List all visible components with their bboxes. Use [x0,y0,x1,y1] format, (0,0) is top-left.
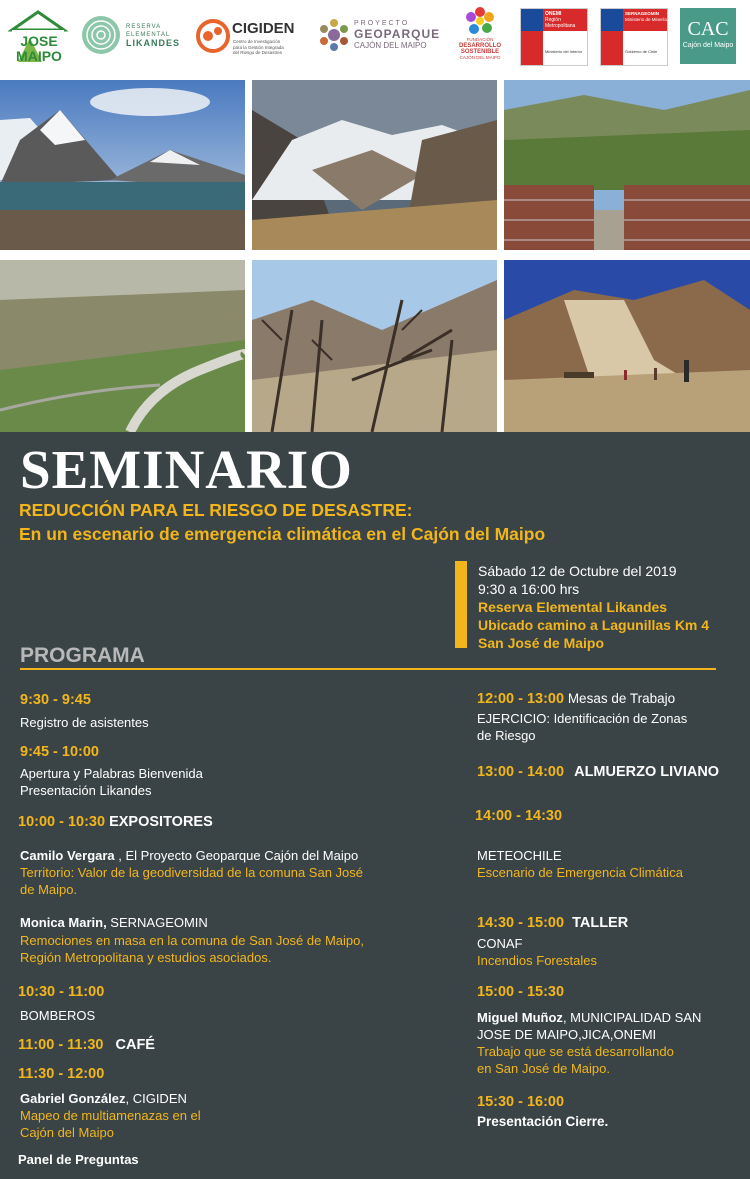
logo-san-jose-de-maipo [8,8,68,66]
speaker-1-org: , El Proyecto Geoparque Cajón del Maipo [114,848,359,863]
left-session-2-desc-1: Apertura y Palabras Bienvenida [20,766,203,781]
flower-icon [465,6,495,36]
right-session-4-topic: Incendios Forestales [477,953,597,968]
right-session-4-label: TALLER [572,915,629,931]
logo-sernageomin [600,8,668,66]
logo-line: Ministerio de Minería [625,17,667,22]
right-session-4-time: 14:30 - 15:00 [477,915,565,931]
seminar-title: SEMINARIO [20,439,353,500]
right-session-6-desc: Presentación Cierre. [477,1114,609,1129]
left-session-4-desc: BOMBEROS [20,1008,96,1023]
right-session-2-label: ALMUERZO LIVIANO [574,764,720,780]
event-city: San José de Maipo [478,635,605,651]
speaker-3-line [20,1090,187,1107]
left-session-5 [18,1037,155,1053]
speaker-1-name: Camilo Vergara [20,848,115,863]
subtitle-line-2: En un escenario de emergencia climática en el Cajón del Maipo [19,524,546,544]
left-session-1-desc: Registro de asistentes [20,715,149,730]
photo-hikers-landslide [504,260,750,432]
speaker-4-topic-2: en San José de Maipo. [477,1061,610,1076]
logo-line: del Riesgo de Desastres [233,50,283,55]
right-session-3-time: 14:00 - 14:30 [475,808,563,824]
logo-title: CIGIDEN [232,20,295,37]
event-date: Sábado 12 de Octubre del 2019 [478,563,677,579]
logo-line: Centro de Investigación [233,39,281,44]
logo-cac [680,8,736,64]
cigiden-symbol-icon [196,18,230,54]
right-session-3-topic: Escenario de Emergencia Climática [477,865,683,880]
logo-line: Región Metropolitana [545,17,576,29]
left-session-4-time: 10:30 - 11:00 [18,984,105,1000]
logo-line: ELEMENTAL [126,32,171,38]
speaker-3-topic-2: Cajón del Maipo [20,1125,114,1140]
photo-snowy-valley [252,80,497,250]
right-session-1-desc-2: de Riesgo [477,728,536,743]
speaker-3-name: Gabriel González [20,1091,126,1106]
right-session-4-org: CONAF [477,936,523,951]
left-session-5-label: CAFÉ [115,1037,155,1053]
logo-line: Cajón del Maipo [682,42,734,49]
logo-line: CAC [687,18,729,40]
speaker-4-line [477,1009,701,1026]
logo-line: CAJÓN DEL MAIPO [459,55,501,60]
left-session-5-time: 11:00 - 11:30 [18,1037,104,1053]
speaker-4-topic-1: Trabajo que se está desarrollando [477,1044,674,1059]
speaker-1-topic-2: de Maipo. [20,882,78,897]
left-session-2-desc-2: Presentación Likandes [20,783,152,798]
logo-line: Ministerio del Interior [545,49,583,54]
logo-line: DESARROLLO [459,43,501,49]
logo-cigiden [196,18,306,64]
photo-gabion-walls [504,80,750,250]
right-session-5-time: 15:00 - 15:30 [477,984,565,1000]
left-session-3-time: 10:00 - 10:30 [18,814,106,830]
logo-line: ONEMI [545,11,562,17]
logo-onemi [520,8,588,66]
logo-geoparque [318,18,443,58]
fingerprint-icon [80,14,122,56]
programa-divider [20,668,716,670]
speaker-4-org-2: JOSE DE MAIPO,JICA,ONEMI [477,1027,657,1042]
right-session-6-time: 15:30 - 16:00 [477,1094,565,1110]
right-session-2 [477,764,719,780]
right-session-1-time: 12:00 - 13:00 [477,691,565,707]
event-place: Reserva Elemental Likandes [478,599,668,615]
speaker-2-org: SERNAGEOMIN [106,915,208,930]
event-address: Ubicado camino a Lagunillas Km 4 [478,617,710,633]
logo-likandes [80,14,190,64]
speaker-1-topic-1: Territorio: Valor de la geodiversidad de la comuna San José [20,865,364,880]
logo-bar [0,0,750,80]
logo-line: FUNDACIÓN [466,37,494,42]
speaker-1-line [20,847,358,864]
left-session-1-time: 9:30 - 9:45 [20,692,91,708]
programa-heading: PROGRAMA [20,644,145,667]
right-session-3-org: METEOCHILE [477,848,562,863]
logo-line: GEOPARQUE [354,27,441,41]
subtitle-line-1: REDUCCIÓN PARA EL RIESGO DE DESASTRE: [19,500,413,520]
photo-grid [0,80,750,432]
logo-line: Gobierno de Chile [625,49,658,54]
right-session-1 [477,691,675,707]
photo-lake-mountains [0,80,245,250]
right-session-4 [477,915,628,931]
photo-burned-forest [252,260,497,432]
right-session-1-desc-1: EJERCICIO: Identificación de Zonas [477,711,688,726]
speaker-3-org: , CIGIDEN [125,1091,187,1106]
info-accent-bar [455,561,467,648]
logo-line: CAJÓN DEL MAIPO [354,41,427,50]
speaker-4-name: Miguel Muñoz [477,1010,563,1025]
speaker-2-name: Monica Marin, [20,915,107,930]
logo-line: SERNAGEOMIN [625,11,660,16]
event-time: 9:30 a 16:00 hrs [478,581,580,597]
logo-line: SOSTENIBLE [460,49,500,55]
photo-aerial-valley [0,260,245,432]
logo-text: JOSE MAIPO [16,33,62,64]
speaker-2-line [20,914,208,931]
speaker-4-org-1: , MUNICIPALIDAD SAN [562,1010,702,1025]
logo-line: RESERVA [126,24,162,30]
left-session-3 [18,814,213,830]
left-session-6-time: 11:30 - 12:00 [18,1066,105,1082]
right-session-1-label: Mesas de Trabajo [564,691,676,706]
speaker-2-topic-2: Región Metropolitana y estudios asociados. [20,950,272,965]
geoparque-symbol-icon [318,18,350,52]
logo-desarrollo-sostenible [452,6,508,66]
logo-line: PROYECTO [354,20,410,27]
left-session-3-label: EXPOSITORES [109,814,213,830]
logo-line: para la Gestión Integrada [233,44,284,50]
speaker-2-topic-1: Remociones en masa en la comuna de San José de Maipo, [20,933,364,948]
left-session-2-time: 9:45 - 10:00 [20,744,99,760]
panel-de-preguntas: Panel de Preguntas [18,1152,139,1167]
right-session-2-time: 13:00 - 14:00 [477,764,565,780]
speaker-3-topic-1: Mapeo de multiamenazas en el [20,1108,201,1123]
logo-line: LIKANDES [126,38,181,48]
